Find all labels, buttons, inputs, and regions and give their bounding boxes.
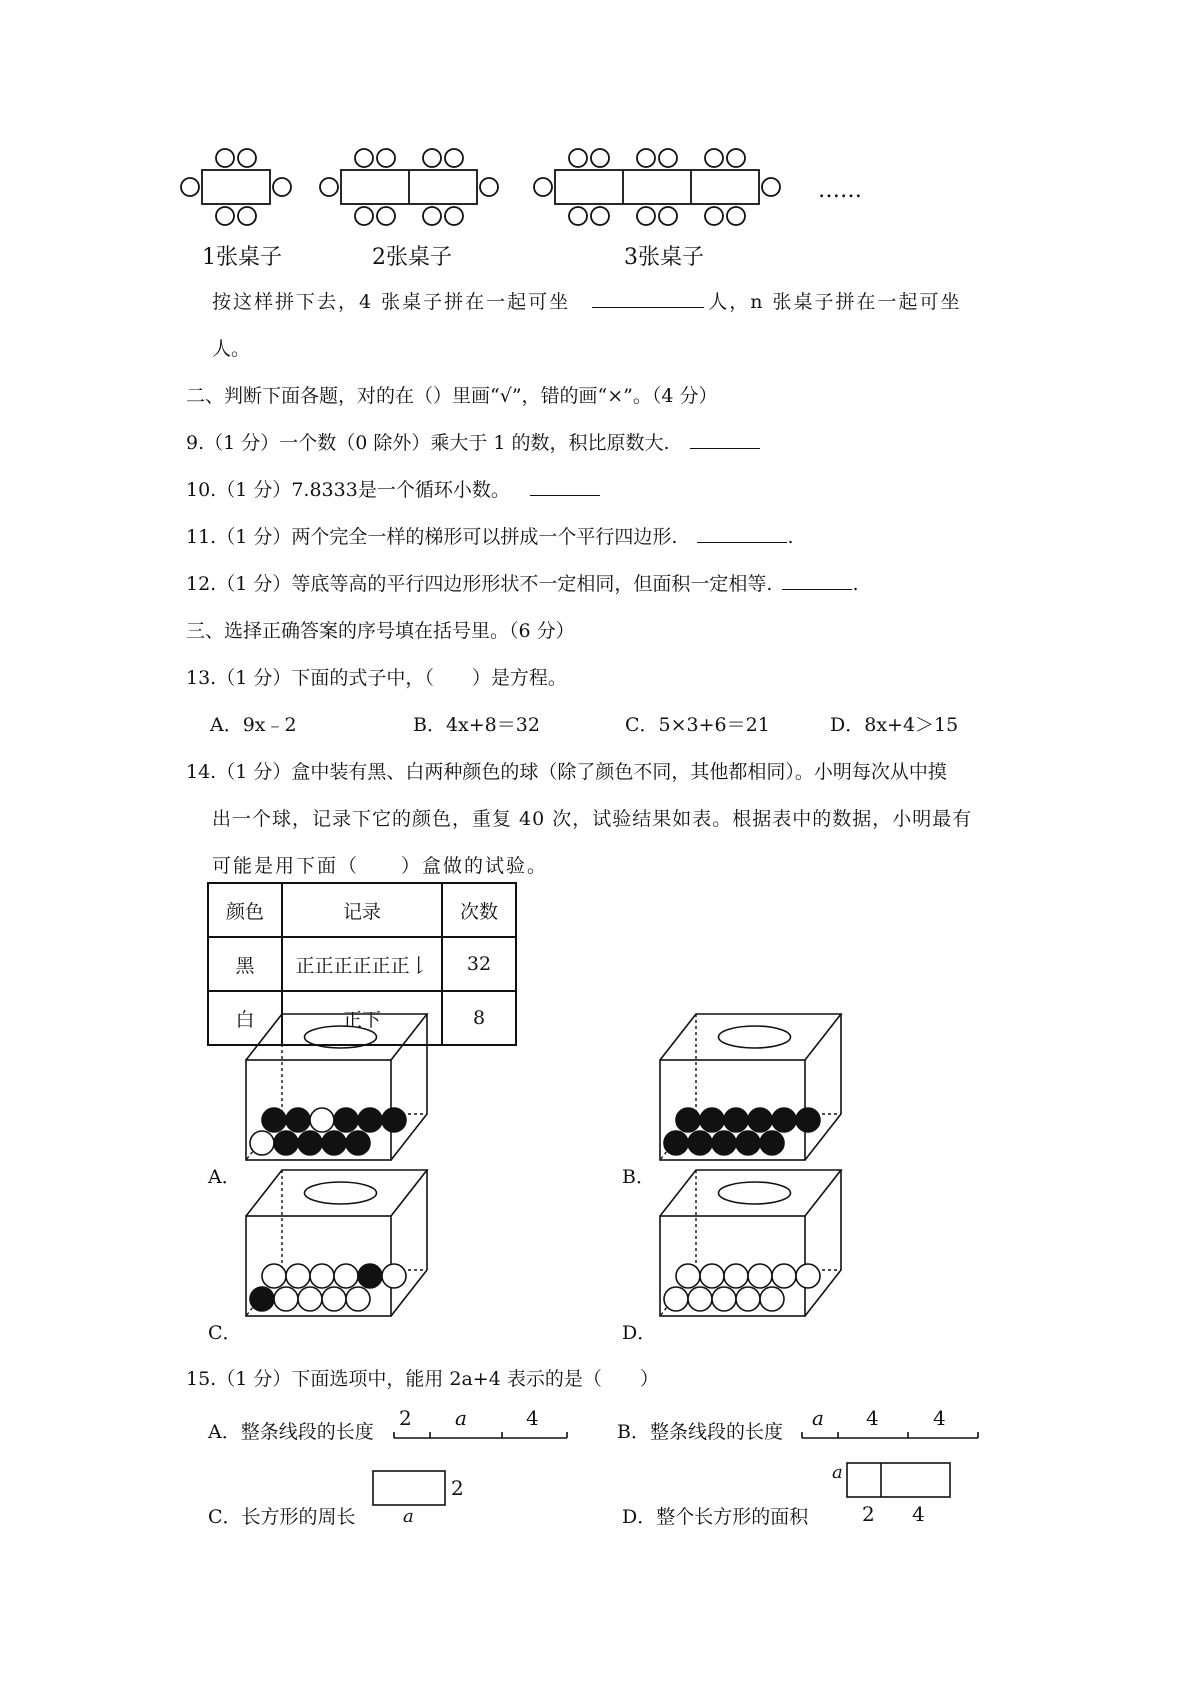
q8-text2: 人，n 张桌子拼在一起可坐 — [708, 291, 962, 313]
white-ball — [322, 1287, 346, 1311]
white-ball — [274, 1287, 298, 1311]
white-ball — [700, 1264, 724, 1288]
black-ball — [250, 1287, 274, 1311]
table-row — [208, 991, 516, 1045]
table-row — [208, 937, 516, 991]
seg-b-label-3: 4 — [933, 1406, 946, 1430]
white-ball — [688, 1287, 712, 1311]
black-ball — [298, 1131, 322, 1155]
q11-text: 11.（1 分）两个完全一样的梯形可以拼成一个平行四边形. — [186, 526, 678, 548]
q11-period: . — [787, 526, 794, 548]
rect-c-label-2: 2 — [451, 1476, 464, 1500]
rect-d-label-4: 4 — [912, 1502, 925, 1526]
white-ball — [346, 1287, 370, 1311]
q8-blank-1[interactable] — [592, 289, 704, 308]
q12 — [186, 569, 858, 596]
white-ball — [712, 1287, 736, 1311]
q13-text: 13.（1 分）下面的式子中，（ ）是方程。 — [186, 667, 567, 689]
q8-text1: 按这样拼下去，4 张桌子拼在一起可坐 — [212, 291, 571, 313]
white-ball — [310, 1264, 334, 1288]
q10-answer-blank[interactable] — [530, 477, 600, 496]
section-2-title: 二、判断下面各题，对的在（）里画“√”，错的画“×”。（4 分） — [186, 385, 718, 407]
ellipsis: …… — [818, 178, 862, 203]
black-ball — [724, 1108, 748, 1132]
ball-box-d — [660, 1170, 841, 1316]
white-ball — [736, 1287, 760, 1311]
q14-option-c[interactable]: C． — [208, 1322, 242, 1344]
white-ball — [724, 1264, 748, 1288]
black-ball — [382, 1108, 406, 1132]
white-ball — [334, 1264, 358, 1288]
black-ball — [712, 1131, 736, 1155]
cell-color: 黑 — [208, 937, 282, 991]
q12-answer-blank[interactable] — [782, 571, 852, 590]
black-ball — [700, 1108, 724, 1132]
black-ball — [322, 1131, 346, 1155]
q10 — [186, 475, 600, 502]
segment-a-figure — [392, 1410, 592, 1450]
q15-text: 15.（1 分）下面选项中，能用 2a+4 表示的是（ ） — [186, 1368, 659, 1390]
q13-option-b[interactable]: B．4x+8＝32 — [413, 714, 540, 736]
black-ball — [772, 1108, 796, 1132]
record-table — [207, 882, 517, 1046]
header-count: 次数 — [442, 883, 516, 937]
black-ball — [346, 1131, 370, 1155]
header-record: 记录 — [282, 883, 442, 937]
black-ball — [334, 1108, 358, 1132]
q14-line2: 出一个球，记录下它的颜色，重复 40 次，试验结果如表。根据表中的数据，小明最有 — [212, 808, 973, 830]
q11 — [186, 522, 793, 549]
rect-d-label-2: 2 — [862, 1502, 875, 1526]
cell-count: 32 — [442, 937, 516, 991]
q14-option-d[interactable]: D． — [622, 1322, 657, 1344]
black-ball — [274, 1131, 298, 1155]
seg-b-label-2: 4 — [866, 1406, 879, 1430]
white-ball — [250, 1131, 274, 1155]
black-ball — [358, 1108, 382, 1132]
q9-text: 9.（1 分）一个数（0 除外）乘大于 1 的数，积比原数大. — [186, 432, 670, 454]
q15-option-d[interactable]: D．整个长方形的面积 — [622, 1506, 809, 1528]
q12-text: 12.（1 分）等底等高的平行四边形形状不一定相同，但面积一定相等. — [186, 573, 773, 595]
black-ball — [796, 1108, 820, 1132]
table-header-row — [208, 883, 516, 937]
white-ball — [310, 1108, 334, 1132]
black-ball — [736, 1131, 760, 1155]
q8-line — [212, 287, 961, 314]
q10-text: 10.（1 分）7.8333是一个循环小数。 — [186, 479, 510, 501]
black-ball — [358, 1264, 382, 1288]
cell-record: 正下 — [282, 991, 442, 1045]
white-ball — [298, 1287, 322, 1311]
q15-option-a[interactable]: A．整条线段的长度 — [208, 1421, 374, 1443]
caption-2-tables: 2张桌子 — [372, 245, 452, 270]
white-ball — [664, 1287, 688, 1311]
q11-answer-blank[interactable] — [697, 524, 787, 543]
black-ball — [262, 1108, 286, 1132]
seg-a-label-1: 2 — [399, 1406, 412, 1430]
q14-option-b[interactable]: B． — [622, 1166, 655, 1188]
q14-option-a[interactable]: A． — [208, 1166, 241, 1188]
black-ball — [760, 1131, 784, 1155]
cell-count: 8 — [442, 991, 516, 1045]
white-ball — [262, 1264, 286, 1288]
q12-period: . — [852, 573, 859, 595]
q9-answer-blank[interactable] — [690, 430, 760, 449]
seg-b-label-1: a — [812, 1406, 824, 1430]
q15-option-b[interactable]: B．整条线段的长度 — [617, 1421, 783, 1443]
caption-1-table: 1张桌子 — [202, 245, 282, 270]
white-ball — [286, 1264, 310, 1288]
q14-line3: 可能是用下面（ ）盒做的试验。 — [212, 855, 549, 877]
q13-option-c[interactable]: C．5×3+6＝21 — [625, 714, 770, 736]
white-ball — [760, 1287, 784, 1311]
table-3 — [555, 170, 759, 204]
q14-line1: 14.（1 分）盒中装有黑、白两种颜色的球（除了颜色不同，其他都相同）。小明每次从中摸 — [186, 761, 947, 783]
ball-box-c — [246, 1170, 427, 1316]
white-ball — [748, 1264, 772, 1288]
black-ball — [748, 1108, 772, 1132]
caption-3-tables: 3张桌子 — [624, 245, 704, 270]
q13-option-a[interactable]: A．9x﹣2 — [210, 714, 297, 736]
white-ball — [772, 1264, 796, 1288]
seg-a-label-3: 4 — [526, 1406, 539, 1430]
black-ball — [676, 1108, 700, 1132]
q8-text3: 人。 — [212, 338, 251, 360]
black-ball — [664, 1131, 688, 1155]
section-3-title: 三、选择正确答案的序号填在括号里。（6 分） — [186, 620, 575, 642]
q13-option-d[interactable]: D．8x+4＞15 — [830, 714, 959, 736]
white-ball — [676, 1264, 700, 1288]
tables-pattern-figure — [0, 0, 1191, 260]
ball-box-b — [660, 1014, 841, 1160]
seg-a-label-2: a — [455, 1406, 467, 1430]
q15-option-c[interactable]: C．长方形的周长 — [208, 1506, 356, 1528]
rectangle-d-figure — [846, 1462, 956, 1502]
white-ball — [382, 1264, 406, 1288]
rect-c-label-a: a — [403, 1506, 414, 1527]
segment-b-figure — [800, 1410, 1000, 1450]
rectangle-c-figure — [372, 1470, 452, 1510]
q9 — [186, 428, 760, 455]
cell-color: 白 — [208, 991, 282, 1045]
cell-record: 正正正正正正𠄌 — [282, 937, 442, 991]
white-ball — [796, 1264, 820, 1288]
black-ball — [688, 1131, 712, 1155]
black-ball — [286, 1108, 310, 1132]
table-1 — [202, 170, 270, 204]
header-color: 颜色 — [208, 883, 282, 937]
rect-d-label-a: a — [832, 1462, 843, 1483]
